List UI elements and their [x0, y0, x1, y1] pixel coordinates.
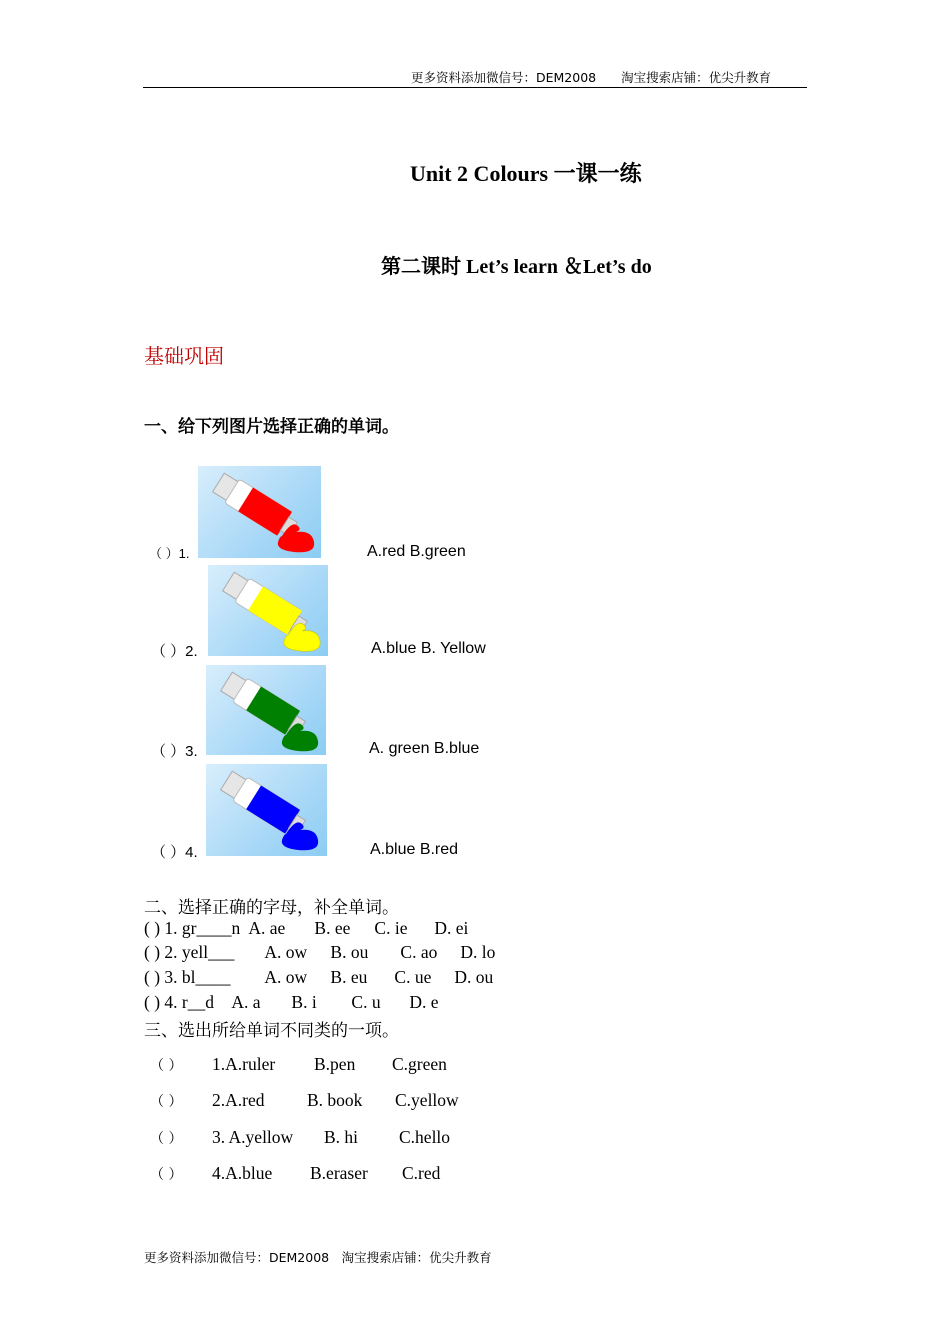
part1-options-2: A.blue B. Yellow — [371, 640, 486, 657]
option-b: B.eraser — [310, 1163, 368, 1183]
question-word: 4.A.blue — [212, 1163, 273, 1183]
option-b: B.pen — [314, 1054, 356, 1074]
page-footer: 更多资料添加微信号：DEM2008 淘宝搜索店铺：优尖升教育 — [144, 1250, 492, 1265]
paint-tube-yellow-image — [208, 565, 328, 656]
answer-paren[interactable]: ( ) — [144, 967, 161, 987]
question-word: 2.A.red — [212, 1090, 265, 1110]
option-a: A. ow — [264, 942, 308, 962]
part1-options-3: A. green B.blue — [369, 740, 480, 757]
part1-options-1: A.red B.green — [367, 543, 466, 560]
option-a: A. a — [231, 992, 261, 1012]
part2-row-2 — [144, 942, 495, 963]
header-rule — [143, 87, 807, 88]
part2-heading: 二、选择正确的字母，补全单词。 — [144, 898, 399, 918]
question-word: 3. A.yellow — [212, 1127, 294, 1147]
section-heading: 基础巩固 — [144, 344, 224, 368]
option-b: B. hi — [324, 1127, 359, 1147]
option-a: A. ae — [248, 918, 286, 938]
part1-row-2 — [151, 640, 198, 661]
page-header: 更多资料添加微信号：DEM2008 淘宝搜索店铺：优尖升教育 — [411, 70, 772, 85]
option-c: C.green — [392, 1054, 447, 1074]
paint-tube-red-image — [198, 466, 321, 558]
question-word: 4. r__d — [164, 992, 214, 1012]
item-number: 1. — [178, 546, 190, 561]
option-b: B. eu — [330, 967, 368, 987]
answer-paren[interactable]: （ ） — [150, 1167, 183, 1183]
item-number: 2. — [185, 643, 198, 660]
answer-paren[interactable]: （ ） — [151, 844, 186, 861]
part1-row-3 — [151, 740, 198, 761]
option-c: C.yellow — [395, 1090, 459, 1110]
option-c: C. ao — [400, 942, 438, 962]
part1-options-4: A.blue B.red — [370, 841, 459, 858]
paint-tube-blue-image — [206, 764, 327, 856]
answer-paren[interactable]: （ ） — [150, 1094, 183, 1110]
option-b: B. book — [307, 1090, 363, 1110]
part2-row-4 — [144, 992, 439, 1013]
option-d: D. ei — [434, 918, 469, 938]
part3-row-3 — [150, 1127, 450, 1148]
option-c: C.hello — [399, 1127, 451, 1147]
part3-row-1 — [150, 1054, 447, 1075]
option-c: C. ue — [394, 967, 432, 987]
option-d: D. ou — [454, 967, 494, 987]
answer-paren[interactable]: ( ) — [144, 942, 161, 962]
option-c: C. ie — [374, 918, 408, 938]
answer-paren[interactable]: ( ) — [144, 992, 161, 1012]
answer-paren[interactable]: ( ) — [144, 918, 161, 938]
part2-row-3 — [144, 967, 493, 988]
option-b: B. i — [291, 992, 317, 1012]
option-c: C.red — [402, 1163, 441, 1183]
part1-row-1 — [149, 543, 189, 563]
part3-row-2 — [150, 1090, 459, 1111]
option-b: B. ee — [314, 918, 351, 938]
part3-heading: 三、选出所给单词不同类的一项。 — [144, 1021, 399, 1041]
option-a: A. ow — [264, 967, 308, 987]
option-b: B. ou — [330, 942, 369, 962]
answer-paren[interactable]: （ ） — [150, 1131, 183, 1147]
question-word: 2. yell___ — [164, 942, 235, 962]
part1-heading: 一、给下列图片选择正确的单词。 — [144, 417, 399, 437]
option-d: D. e — [409, 992, 439, 1012]
paint-tube-green-image — [206, 665, 326, 755]
answer-paren[interactable]: （ ） — [151, 643, 186, 660]
question-word: 1.A.ruler — [212, 1054, 276, 1074]
option-c: C. u — [351, 992, 381, 1012]
page-title: Unit 2 Colours 一课一练 — [410, 161, 642, 186]
answer-paren[interactable]: （ ） — [149, 546, 179, 561]
item-number: 3. — [185, 743, 198, 760]
part1-row-4 — [151, 841, 198, 862]
answer-paren[interactable]: （ ） — [150, 1058, 183, 1074]
page-subtitle: 第二课时 Let’s learn ＆Let’s do — [381, 256, 652, 278]
part3-row-4 — [150, 1163, 440, 1184]
answer-paren[interactable]: （ ） — [151, 743, 186, 760]
part2-row-1 — [144, 918, 468, 939]
option-d: D. lo — [460, 942, 496, 962]
question-word: 3. bl____ — [164, 967, 231, 987]
question-word: 1. gr____n — [164, 918, 241, 938]
item-number: 4. — [185, 844, 198, 861]
